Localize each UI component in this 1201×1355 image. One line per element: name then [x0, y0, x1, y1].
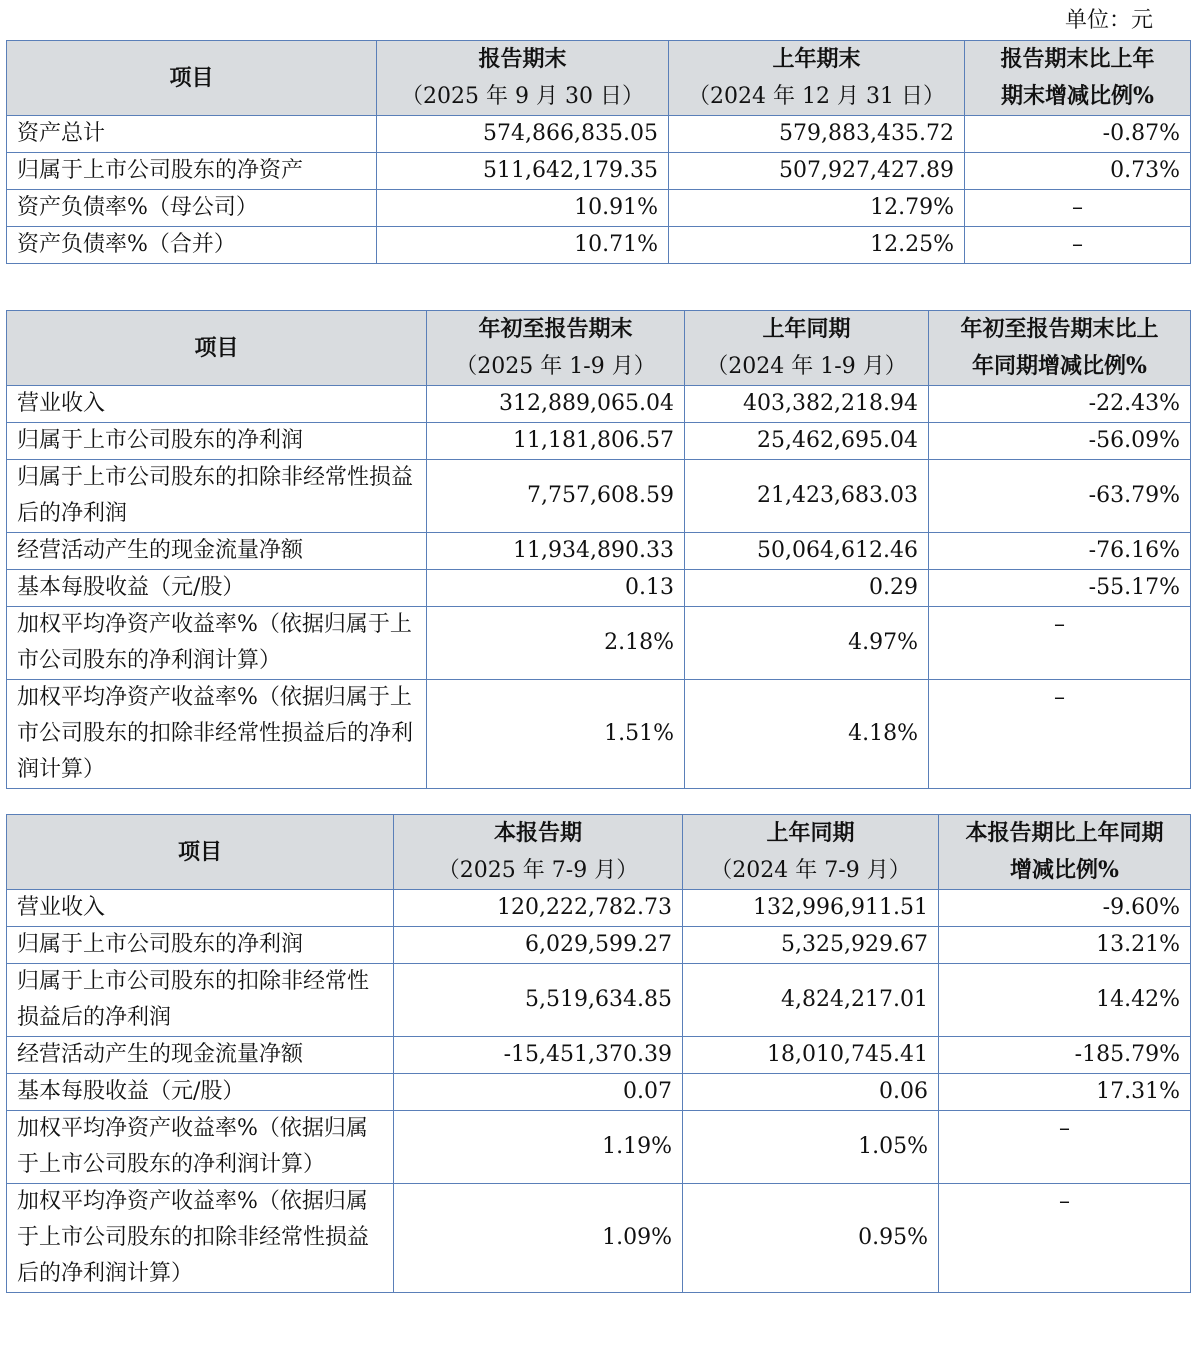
row-previous-value: 579,883,435.72 — [669, 116, 965, 153]
row-current-value: 7,757,608.59 — [427, 460, 685, 533]
row-previous-value: 0.29 — [685, 570, 929, 607]
table-row — [7, 680, 1191, 789]
header-previous-period — [669, 41, 965, 116]
row-item-label: 资产总计 — [7, 116, 377, 153]
header-line: 年初至报告期末 — [478, 316, 633, 342]
row-change-value: -185.79% — [939, 1037, 1191, 1074]
row-item-label: 加权平均净资产收益率%（依据归属于上市公司股东的净利润计算） — [7, 607, 427, 680]
row-item-label: 经营活动产生的现金流量净额 — [7, 533, 427, 570]
table-row — [7, 460, 1191, 533]
header-line: 上年期末 — [772, 46, 861, 72]
row-change-value: -63.79% — [929, 460, 1191, 533]
row-previous-value: 12.79% — [669, 190, 965, 227]
header-current-period — [394, 815, 683, 890]
row-item-label: 加权平均净资产收益率%（依据归属于上市公司股东的扣除非经常性损益后的净利润计算） — [7, 1184, 394, 1293]
row-previous-value: 4.97% — [685, 607, 929, 680]
header-line: 年同期增减比例% — [972, 353, 1147, 379]
row-item-label: 经营活动产生的现金流量净额 — [7, 1037, 394, 1074]
table-header-row — [7, 311, 1191, 386]
header-line: 期末增减比例% — [1001, 83, 1154, 109]
row-item-label: 加权平均净资产收益率%（依据归属于上市公司股东的扣除非经常性损益后的净利润计算） — [7, 680, 427, 789]
row-previous-value: 5,325,929.67 — [683, 927, 939, 964]
row-change-value: – — [929, 607, 1191, 680]
row-change-value: 17.31% — [939, 1074, 1191, 1111]
header-line: 上年同期 — [766, 820, 855, 846]
table-row — [7, 153, 1191, 190]
row-item-label: 归属于上市公司股东的净利润 — [7, 927, 394, 964]
row-previous-value: 0.06 — [683, 1074, 939, 1111]
row-item-label: 基本每股收益（元/股） — [7, 1074, 394, 1111]
header-line: （2024 年 1-9 月） — [706, 354, 907, 379]
row-change-value: – — [965, 227, 1191, 264]
row-current-value: 10.71% — [377, 227, 669, 264]
table-row — [7, 1184, 1191, 1293]
header-change — [939, 815, 1191, 890]
row-item-label: 加权平均净资产收益率%（依据归属于上市公司股东的净利润计算） — [7, 1111, 394, 1184]
row-item-label: 营业收入 — [7, 386, 427, 423]
row-change-value: – — [965, 190, 1191, 227]
row-previous-value: 132,996,911.51 — [683, 890, 939, 927]
table-header-row — [7, 41, 1191, 116]
table-row — [7, 607, 1191, 680]
row-item-label: 资产负债率%（合并） — [7, 227, 377, 264]
header-line: （2024 年 7-9 月） — [710, 858, 911, 883]
row-item-label: 归属于上市公司股东的扣除非经常性损益后的净利润 — [7, 964, 394, 1037]
row-item-label: 归属于上市公司股东的净利润 — [7, 423, 427, 460]
header-line: （2024 年 12 月 31 日） — [688, 84, 945, 109]
header-previous-period — [683, 815, 939, 890]
table-row — [7, 1111, 1191, 1184]
row-current-value: 0.13 — [427, 570, 685, 607]
row-current-value: 2.18% — [427, 607, 685, 680]
row-current-value: 574,866,835.05 — [377, 116, 669, 153]
row-change-value: -0.87% — [965, 116, 1191, 153]
row-previous-value: 403,382,218.94 — [685, 386, 929, 423]
row-change-value: -76.16% — [929, 533, 1191, 570]
row-change-value: -55.17% — [929, 570, 1191, 607]
header-item: 项目 — [7, 41, 377, 116]
row-item-label: 营业收入 — [7, 890, 394, 927]
balance-table — [6, 40, 1191, 264]
header-line: 本报告期 — [493, 820, 582, 846]
header-line: （2025 年 9 月 30 日） — [401, 84, 644, 109]
header-line: 增减比例% — [1010, 857, 1119, 883]
row-previous-value: 50,064,612.46 — [685, 533, 929, 570]
row-current-value: 1.51% — [427, 680, 685, 789]
row-current-value: 5,519,634.85 — [394, 964, 683, 1037]
row-change-value: – — [939, 1111, 1191, 1184]
table-row — [7, 386, 1191, 423]
row-previous-value: 1.05% — [683, 1111, 939, 1184]
header-line: 本报告期比上年同期 — [965, 820, 1164, 846]
table-row — [7, 227, 1191, 264]
row-item-label: 基本每股收益（元/股） — [7, 570, 427, 607]
header-line: 报告期末比上年 — [1000, 46, 1155, 72]
table-row — [7, 927, 1191, 964]
row-previous-value: 4.18% — [685, 680, 929, 789]
header-previous-period — [685, 311, 929, 386]
row-previous-value: 4,824,217.01 — [683, 964, 939, 1037]
row-previous-value: 507,927,427.89 — [669, 153, 965, 190]
row-item-label: 归属于上市公司股东的扣除非经常性损益后的净利润 — [7, 460, 427, 533]
header-change — [965, 41, 1191, 116]
row-current-value: 10.91% — [377, 190, 669, 227]
table-row — [7, 423, 1191, 460]
header-line: 年初至报告期末比上 — [960, 316, 1159, 342]
header-line: 报告期末 — [478, 46, 567, 72]
table-row — [7, 890, 1191, 927]
table-row — [7, 570, 1191, 607]
row-current-value: 120,222,782.73 — [394, 890, 683, 927]
table-row — [7, 533, 1191, 570]
table-row — [7, 964, 1191, 1037]
header-line: （2025 年 7-9 月） — [437, 858, 639, 883]
header-item: 项目 — [7, 815, 394, 890]
row-change-value: 0.73% — [965, 153, 1191, 190]
row-current-value: 1.09% — [394, 1184, 683, 1293]
row-item-label: 归属于上市公司股东的净资产 — [7, 153, 377, 190]
row-current-value: -15,451,370.39 — [394, 1037, 683, 1074]
row-previous-value: 25,462,695.04 — [685, 423, 929, 460]
header-line: （2025 年 1-9 月） — [455, 354, 656, 379]
quarter-table — [6, 814, 1191, 1293]
row-previous-value: 0.95% — [683, 1184, 939, 1293]
table-row — [7, 116, 1191, 153]
row-previous-value: 18,010,745.41 — [683, 1037, 939, 1074]
row-previous-value: 21,423,683.03 — [685, 460, 929, 533]
ytd-table — [6, 310, 1191, 789]
row-change-value: -56.09% — [929, 423, 1191, 460]
row-change-value: 14.42% — [939, 964, 1191, 1037]
header-change — [929, 311, 1191, 386]
row-current-value: 11,181,806.57 — [427, 423, 685, 460]
row-current-value: 11,934,890.33 — [427, 533, 685, 570]
row-change-value: – — [929, 680, 1191, 789]
table-row — [7, 1037, 1191, 1074]
row-current-value: 511,642,179.35 — [377, 153, 669, 190]
unit-label: 单位：元 — [1064, 8, 1153, 33]
row-current-value: 0.07 — [394, 1074, 683, 1111]
header-current-period — [427, 311, 685, 386]
row-change-value: 13.21% — [939, 927, 1191, 964]
row-change-value: -9.60% — [939, 890, 1191, 927]
row-current-value: 312,889,065.04 — [427, 386, 685, 423]
row-change-value: -22.43% — [929, 386, 1191, 423]
table-row — [7, 190, 1191, 227]
row-current-value: 6,029,599.27 — [394, 927, 683, 964]
header-line: 上年同期 — [762, 316, 851, 342]
row-item-label: 资产负债率%（母公司） — [7, 190, 377, 227]
row-current-value: 1.19% — [394, 1111, 683, 1184]
table-row — [7, 1074, 1191, 1111]
header-current-period — [377, 41, 669, 116]
row-change-value: – — [939, 1184, 1191, 1293]
table-header-row — [7, 815, 1191, 890]
header-item: 项目 — [7, 311, 427, 386]
row-previous-value: 12.25% — [669, 227, 965, 264]
